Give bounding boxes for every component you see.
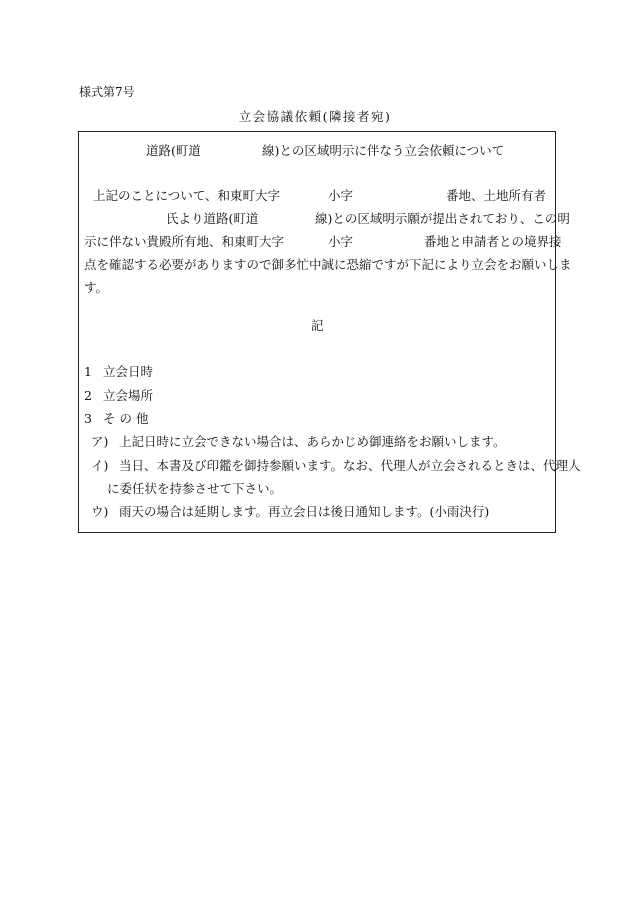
note-i-mark: イ) xyxy=(91,458,109,473)
body-line1-b: 小字 xyxy=(328,188,354,203)
body-line3-a: 示に伴ない貴殿所有地、和東町大字 xyxy=(84,234,285,249)
heading-part1: 道路(町道 xyxy=(146,143,201,158)
body-line5: す。 xyxy=(84,280,109,295)
body-line4: 点を確認する必要がありますので御多忙中誠に恐縮ですが下記により立会をお願いしま xyxy=(84,257,572,272)
note-u-mark: ウ) xyxy=(91,504,109,519)
body-line3-c: 番地と申請者との境界接 xyxy=(424,234,562,249)
item-2-number: 2 xyxy=(84,388,92,403)
item-2-label: 立会場所 xyxy=(103,388,154,403)
ki-label: 記 xyxy=(311,318,324,333)
note-a-text: 上記日時に立会できない場合は、あらかじめ御連絡をお願いします。 xyxy=(119,434,506,449)
body-line3-b: 小字 xyxy=(328,234,354,249)
note-u-text: 雨天の場合は延期します。再立会日は後日通知します。(小雨決行) xyxy=(119,504,490,519)
note-a-mark: ア) xyxy=(91,434,109,449)
body-line2-b: 線)との区域明示願が提出されており、この明 xyxy=(315,211,570,226)
body-line2-a: 氏より道路(町道 xyxy=(166,211,259,226)
item-1-number: 1 xyxy=(84,364,92,379)
form-number: 様式第7号 xyxy=(79,85,135,99)
item-3-label: そ の 他 xyxy=(103,411,149,426)
note-i-text-2: に委任状を持参させて下さい。 xyxy=(107,481,283,496)
document-title: 立会協議依頼(隣接者宛) xyxy=(238,109,392,124)
body-line1-c: 番地、土地所有者 xyxy=(446,188,547,203)
body-line1-a: 上記のことについて、和東町大字 xyxy=(93,188,281,203)
item-1-label: 立会日時 xyxy=(103,364,154,379)
document-frame xyxy=(78,131,581,533)
heading-part2: 線)との区域明示に伴なう立会依頼について xyxy=(262,143,505,158)
note-i-text-1: 当日、本書及び印鑑を御持参願います。なお、代理人が立会されるときは、代理人 xyxy=(119,458,581,473)
item-3-number: 3 xyxy=(84,411,92,426)
